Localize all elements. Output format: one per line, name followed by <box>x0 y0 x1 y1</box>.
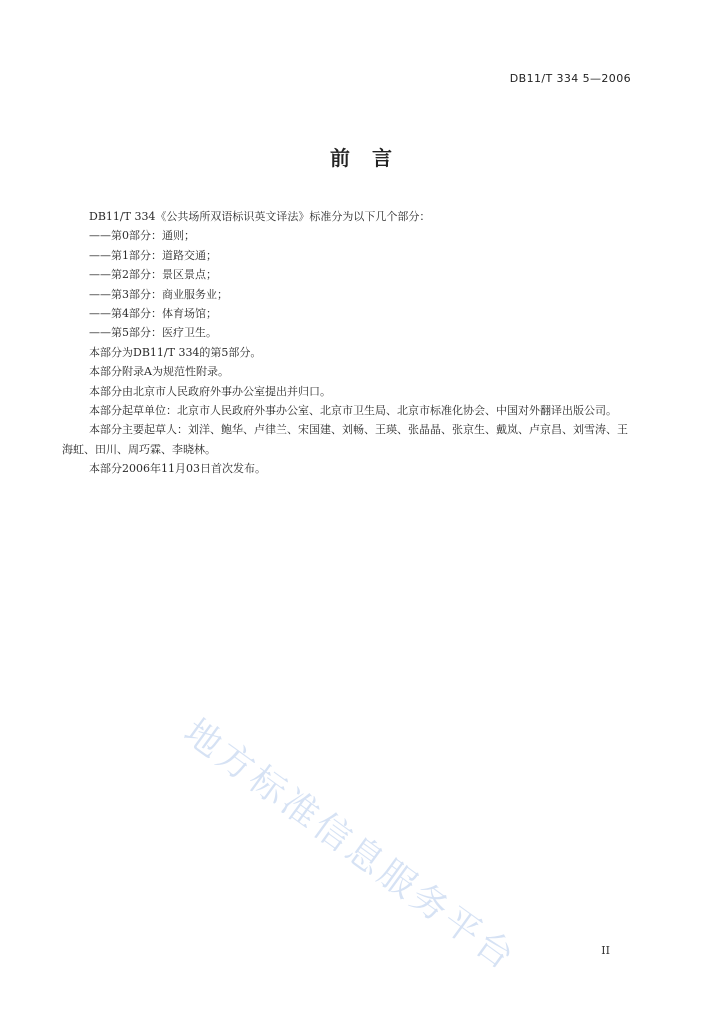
list-item-part-2: ——第2部分：景区景点； <box>89 268 217 282</box>
foreword-content <box>62 207 634 479</box>
paragraph-drafters: 本部分主要起草人：刘洋、鲍华、卢律兰、宋国建、刘畅、王瑛、张晶晶、张京生、戴岚、卢京昌、刘雪涛、王海虹、田川、周巧霖、李晓林。 <box>62 423 628 456</box>
paragraph-drafting-units: 本部分起草单位：北京市人民政府外事办公室、北京市卫生局、北京市标准化协会、中国对外翻译出版公司。 <box>89 404 617 418</box>
paragraph-part-info: 本部分为DB11/T 334的第5部分。 <box>89 345 262 359</box>
list-item-part-0: ——第0部分：通则； <box>89 229 195 243</box>
page-title <box>0 142 724 171</box>
page-number: II <box>601 944 610 957</box>
paragraph-proposer: 本部分由北京市人民政府外事办公室提出并归口。 <box>89 384 331 398</box>
list-item-part-3: ——第3部分：商业服务业； <box>89 287 228 301</box>
title-char-2: 言 <box>372 146 394 170</box>
watermark: 地方标准信息服务平台 <box>176 711 524 980</box>
intro-paragraph: DB11/T 334《公共场所双语标识英文译法》标准分为以下几个部分： <box>89 210 431 223</box>
list-item-part-1: ——第1部分：道路交通； <box>89 248 217 262</box>
title-char-1: 前 <box>330 146 352 170</box>
list-item-part-4: ——第4部分：体育场馆； <box>89 307 217 321</box>
paragraph-appendix: 本部分附录A为规范性附录。 <box>89 365 229 379</box>
paragraph-release-date: 本部分2006年11月03日首次发布。 <box>89 462 266 476</box>
document-number: DB11/T 334 5—2006 <box>509 72 631 85</box>
list-item-part-5: ——第5部分：医疗卫生。 <box>89 326 217 340</box>
